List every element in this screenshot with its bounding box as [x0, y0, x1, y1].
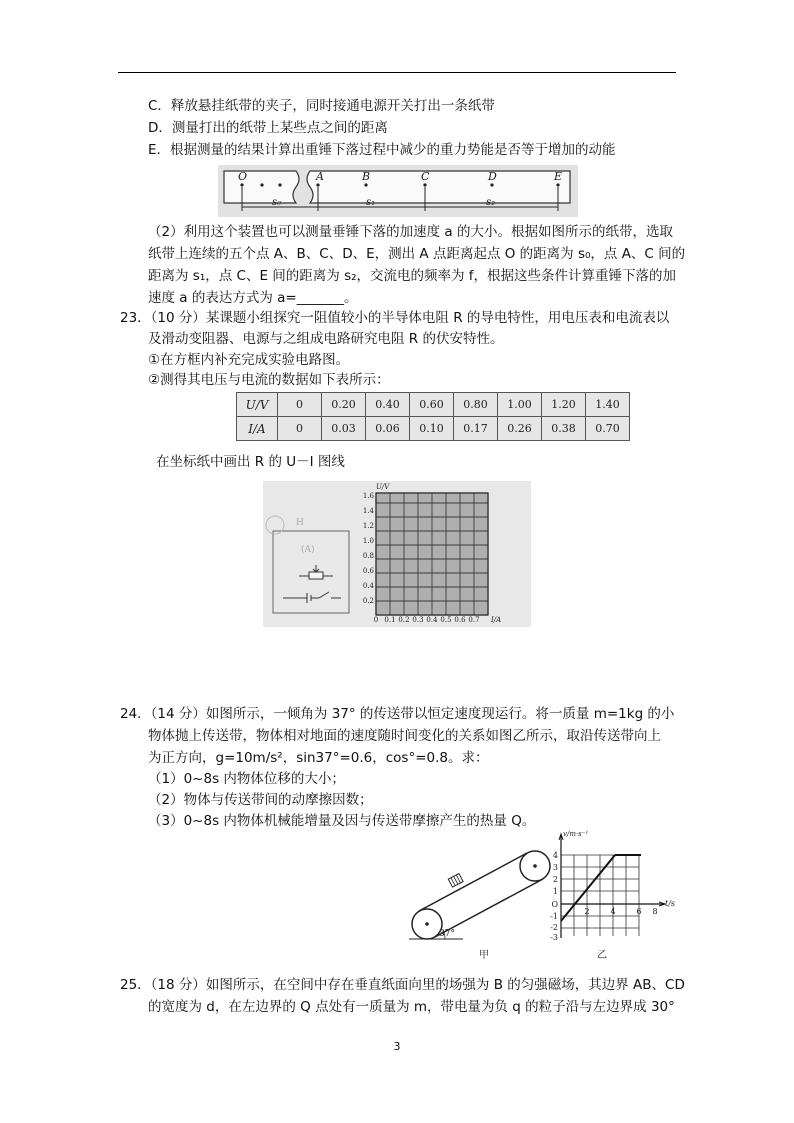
grid-y-tick: 0.2: [362, 597, 374, 605]
circuit-and-grid-figure: [263, 481, 531, 627]
q23-line2: 及滑动变阻器、电源与之组成电路研究电阻 R 的伏安特性。: [148, 331, 504, 347]
table-cell: 0: [278, 393, 322, 417]
table-cell: 0.03: [322, 417, 366, 441]
q23-line3: ①在方框内补充完成实验电路图。: [148, 352, 350, 368]
tape-dot: [260, 183, 263, 186]
caption-jia: 甲: [479, 950, 489, 961]
grid-x-label: I/A: [491, 616, 502, 624]
part2-line4: 速度 a 的表达方式为 a=_______。: [148, 290, 358, 306]
q25-line1: 25．（18 分）如图所示，在空间中存在垂直纸面向里的场强为 B 的匀强磁场，其边界 AB、CD: [120, 977, 685, 993]
q24-line6: （3）0~8s 内物体机械能增量及因与传送带摩擦产生的热量 Q。: [148, 813, 536, 829]
vt-t-tick: 2: [584, 907, 590, 916]
vt-t-tick: 4: [610, 907, 616, 916]
q23-line5: 在坐标纸中画出 R 的 U－I 图线: [156, 454, 345, 470]
grid-y-tick: 0.4: [362, 582, 374, 590]
option-c: C．释放悬挂纸带的夹子，同时接通电源开关打出一条纸带: [148, 98, 495, 114]
tape-point-b: B: [362, 170, 371, 183]
grid-x-tick: 0.6: [454, 616, 466, 624]
circuit-label-a: (A): [301, 545, 315, 555]
paper-tape-figure: [218, 165, 578, 217]
q25-line2: 的宽度为 d，在左边界的 Q 点处有一质量为 m，带电量为负 q 的粒子沿与左边界成 30°: [148, 999, 675, 1015]
vt-v-tick: -1: [550, 912, 558, 921]
grid-y-tick: 1.2: [362, 522, 374, 530]
table-u-label: U/V: [237, 393, 278, 417]
grid-y-tick: 1.6: [362, 492, 374, 500]
table-i-label: I/A: [237, 417, 278, 441]
grid-x-tick: 0.1: [384, 616, 396, 624]
table-cell: 1.20: [542, 393, 586, 417]
header-rule: [118, 72, 676, 73]
table-cell: 0: [278, 417, 322, 441]
page-number: 3: [393, 1040, 401, 1053]
vt-v-tick: 4: [552, 851, 558, 860]
tape-point-e: E: [554, 170, 563, 183]
tape-dot: [278, 183, 281, 186]
grid-y-label: U/V: [376, 483, 390, 491]
tape-dot: [556, 183, 559, 186]
grid-x-tick: 0.3: [412, 616, 424, 624]
tape-dot: [364, 183, 367, 186]
table-cell: 0.38: [542, 417, 586, 441]
part2-line3: 距离为 s₁，点 C、E 间的距离为 s₂，交流电的频率为 f，根据这些条件计算重锤下落的加: [148, 268, 677, 284]
table-cell: 0.60: [410, 393, 454, 417]
vt-v-tick: 2: [552, 875, 558, 884]
tape-dot: [423, 183, 426, 186]
option-d: D．测量打出的纸带上某些点之间的距离: [148, 120, 388, 136]
tape-point-o: O: [238, 170, 248, 183]
option-e: E．根据测量的结果计算出重锤下落过程中减少的重力势能是否等于增加的动能: [148, 142, 616, 158]
table-cell: 1.00: [498, 393, 542, 417]
grid-x-tick: 0: [373, 616, 379, 624]
circuit-label-h: H: [296, 518, 304, 528]
table-cell: 0.26: [498, 417, 542, 441]
voltage-current-table: [236, 392, 630, 441]
table-row: [237, 393, 630, 417]
q24-line4: （1）0~8s 内物体位移的大小；: [148, 771, 345, 787]
table-cell: 0.70: [586, 417, 630, 441]
grid-y-tick: 0.8: [362, 552, 374, 560]
grid-x-tick: 0.4: [426, 616, 438, 624]
tape-dot: [240, 183, 243, 186]
grid-y-tick: 1.0: [362, 537, 374, 545]
vt-v-tick: -3: [550, 933, 558, 942]
q23-line1: 23．（10 分）某课题小组探究一阻值较小的半导体电阻 R 的导电特性，用电压表和电流表以: [120, 310, 670, 326]
grid-y-tick: 1.4: [362, 507, 374, 515]
table-cell: 1.40: [586, 393, 630, 417]
tape-dim-s1: s₁: [366, 197, 376, 208]
table-cell: 0.06: [366, 417, 410, 441]
part2-line1: （2）利用这个装置也可以测量垂锤下落的加速度 a 的大小。根据如图所示的纸带，选取: [148, 224, 673, 240]
tape-point-a: A: [316, 170, 324, 183]
resistor-icon: [309, 572, 323, 579]
table-cell: 0.40: [366, 393, 410, 417]
vt-v-label: v/m·s⁻¹: [563, 830, 589, 838]
tape-dot: [490, 183, 493, 186]
conveyor-belt-figure: [405, 826, 690, 964]
vt-origin: O: [551, 900, 558, 909]
tape-dim-s2: s₂: [486, 197, 496, 208]
vt-v-tick: -2: [550, 923, 558, 932]
tape-dim-s0: s₀: [272, 197, 282, 208]
grid-x-tick: 0.2: [398, 616, 410, 624]
table-cell: 0.80: [454, 393, 498, 417]
vt-t-tick: 6: [636, 907, 642, 916]
q24-line5: （2）物体与传送带间的动摩擦因数；: [148, 792, 373, 808]
part2-line2: 纸带上连续的五个点 A、B、C、D、E，测出 A 点距离起点 O 的距离为 s₀，点 A、C 间的: [148, 246, 686, 262]
vt-t-tick: 8: [652, 907, 658, 916]
vt-t-label: t/s: [665, 899, 676, 908]
tape-dot: [316, 183, 319, 186]
grid-y-tick: 0.6: [362, 567, 374, 575]
vt-v-tick: 3: [552, 863, 558, 872]
table-cell: 0.20: [322, 393, 366, 417]
table-row: [237, 417, 630, 441]
q24-line2: 物体抛上传送带，物体相对地面的速度随时间变化的关系如图乙所示，取沿传送带向上: [148, 728, 661, 744]
tape-point-d: D: [488, 170, 497, 183]
table-cell: 0.10: [410, 417, 454, 441]
q23-line4: ②测得其电压与电流的数据如下表所示：: [148, 372, 390, 388]
grid-x-tick: 0.7: [468, 616, 480, 624]
tape-point-c: C: [421, 170, 430, 183]
caption-yi: 乙: [597, 950, 607, 961]
q24-line1: 24．（14 分）如图所示，一倾角为 37° 的传送带以恒定速度现运行。将一质量 m=1kg 的小: [120, 706, 675, 722]
vt-v-tick: 1: [552, 887, 558, 896]
q24-line3: 为正方向，g=10m/s²，sin37°=0.6，cos°=0.8。求：: [148, 750, 489, 766]
grid-x-tick: 0.5: [440, 616, 452, 624]
belt-angle: 37°: [439, 929, 455, 939]
table-cell: 0.17: [454, 417, 498, 441]
